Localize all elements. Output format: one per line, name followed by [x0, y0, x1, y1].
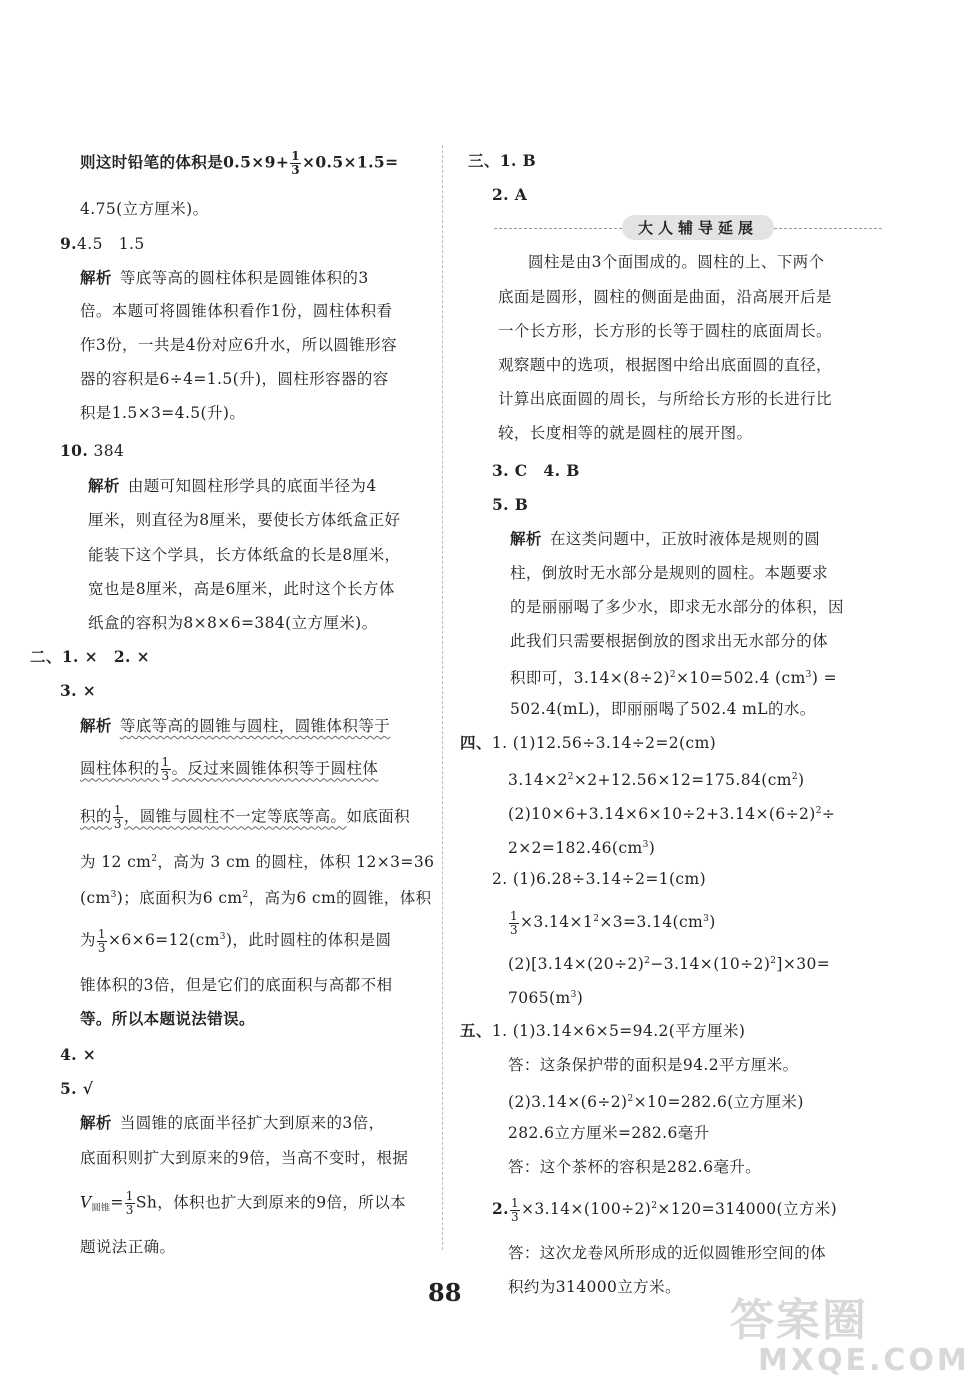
q5-explain-4: 题说法正确。 — [80, 1238, 176, 1256]
section-5-q1: 五、1. (1)3.14×6×5=94.2(平方厘米) — [460, 1021, 746, 1040]
section-4-q2: 2. (1)6.28÷3.14÷2=1(cm) — [492, 870, 707, 888]
q9-explain-2: 倍。本题可将圆锥体积看作1份，圆柱体积看 — [80, 302, 393, 320]
section-5-answer-4: 积约为314000立方米。 — [508, 1278, 681, 1296]
section-5-q2: 2. $\frac{1}{3}$ $\times 3.14\times(100\div 2)^2\times 120=314000$(立方米) — [492, 1195, 838, 1224]
fraction: $\frac{1}{3}$ — [510, 908, 519, 937]
section-2-header: 二、1. × 2. × — [30, 647, 151, 666]
page-number: 88 — [428, 1278, 462, 1307]
q8-line-2: 4.75(立方厘米)。 — [80, 200, 209, 218]
q10-explain-4: 宽也是8厘米，高是6厘米，此时这个长方体 — [88, 580, 395, 598]
q3-explain-7: 锥体积的3倍，但是它们的底面积与高都不相 — [80, 976, 393, 994]
extension-line-6: 较，长度相等的就是圆柱的展开图。 — [498, 424, 753, 442]
extension-line-1: 圆柱是由3个面围成的。圆柱的上、下两个 — [528, 253, 825, 271]
extension-line-2: 底面是圆形，圆柱的侧面是曲面，沿高展开后是 — [498, 288, 832, 306]
q8-line-1: 则这时铅笔的体积是0.5×9+ $\frac{1}{3}$ ×0.5×1.5= — [80, 149, 399, 177]
section-4-line-6: $\frac{1}{3}$ $\times 3.14\times 1^2\times 3=3.14(cm^3)$ — [510, 908, 716, 937]
fraction: $\frac{1}{3}$ — [510, 1195, 520, 1224]
banner-label: 大人辅导延展 — [622, 215, 774, 240]
q3-answer: 3. × — [60, 681, 97, 700]
q5-answer: 5. √ — [60, 1079, 94, 1098]
section-4-line-2: $3.14\times 2^2\times 2+12.56\times 12=175.84(cm^2)$ — [508, 771, 805, 790]
q3-explain-4: 为 12 $cm^2$，高为 3 cm 的圆柱，体积 12×3=36 — [80, 853, 435, 872]
q5-explain-1: 解析 在这类问题中，正放时液体是规则的圆 — [510, 530, 821, 548]
q10-answer: 10. 384 — [60, 441, 125, 460]
section-3-header: 三、1. B — [468, 151, 537, 170]
fraction: $\frac{1}{3}$ — [125, 1189, 134, 1217]
fraction: $\frac{1}{3}$ — [291, 149, 300, 177]
q10-explain-3: 能装下这个学具，长方体纸盒的长是8厘米， — [88, 546, 401, 564]
fraction: $\frac{1}{3}$ — [161, 755, 170, 783]
q9-explain-5: 积是1.5×3=4.5(升)。 — [80, 404, 246, 422]
q10-explain-5: 纸盒的容积为8×8×6=384(立方厘米)。 — [88, 614, 378, 632]
q4-answer: 4. × — [60, 1045, 97, 1064]
q3-explain-3: 积的 $\frac{1}{3}$ ，圆锥与圆柱不一定等底等高。如底面积 — [80, 803, 411, 831]
column-divider — [442, 145, 443, 1250]
q3-explain-5: $(cm^3)$；底面积为6 $cm^2$，高为6 cm的圆锥，体积 — [80, 889, 432, 908]
section-4-q1: 四、1. (1)12.56÷3.14÷2=2(cm) — [460, 733, 717, 752]
q5-answer: 5. B — [492, 495, 529, 514]
q5-explain-5: 积即可，$3.14\times(8\div 2)^2\times 10=502.4$ $(cm^3)$ = — [510, 669, 837, 688]
extension-line-5: 计算出底面圆的周长，与所给长方形的长进行比 — [498, 390, 832, 408]
section-4-line-7: $(2)[3.14\times(20\div 2)^2-3.14\times(10\div 2)^2]\times 30=$ — [508, 955, 831, 974]
section-4-line-3: $(2)10\times 6+3.14\times 6\times 10\div 2+3.14\times(6\div 2)^2\div$ — [508, 805, 836, 824]
q5-explain-4: 此我们只需要根据倒放的图求出无水部分的体 — [510, 632, 829, 650]
q9-explain-4: 器的容积是6÷4=1.5(升)，圆柱形容器的容 — [80, 370, 389, 388]
watermark-logo-text: 答案圈 — [730, 1295, 868, 1346]
q9-answer: 9.4.5 1.5 — [60, 234, 145, 253]
q2-answer: 2. A — [492, 185, 528, 204]
q3-explain-6: 为 $\frac{1}{3}$ $\times 6\times 6=12(cm^3)$，此时圆柱的体积是圆 — [80, 926, 392, 955]
q5-explain-6: 502.4(mL)，即丽丽喝了502.4 mL的水。 — [510, 700, 816, 718]
section-5-line-4: 282.6立方厘米=282.6毫升 — [508, 1124, 710, 1142]
section-4-line-4: $2\times 2=182.46(cm^3)$ — [508, 839, 656, 858]
q3-explain-2: 圆柱体积的 $\frac{1}{3}$ 。反过来圆锥体积等于圆柱体 — [80, 755, 379, 783]
fraction: $\frac{1}{3}$ — [97, 926, 106, 955]
q5-explain-3: 的是丽丽喝了多少水，即求无水部分的体积，因 — [510, 598, 844, 616]
q5-explain-2: 柱，倒放时无水部分是规则的圆柱。本题要求 — [510, 564, 829, 582]
section-5-answer-1: 答：这条保护带的面积是94.2平方厘米。 — [508, 1056, 799, 1074]
q9-explain-3: 作3份，一共是4份对应6升水，所以圆锥形容 — [80, 336, 397, 354]
q5-explain-3: $V_{圆锥}=$ $\frac{1}{3}$ Sh，体积也扩大到原来的9倍，所以本 — [80, 1189, 407, 1217]
watermark — [730, 1296, 970, 1376]
section-5-answer-3: 答：这次龙卷风所形成的近似圆锥形空间的体 — [508, 1244, 827, 1262]
section-5-line-3: $(2)3.14\times(6\div 2)^2\times 10=282.6$(立方厘米) — [508, 1093, 804, 1112]
extension-line-4: 观察题中的选项，根据图中给出底面圆的直径， — [498, 356, 832, 374]
extension-banner — [494, 213, 882, 243]
q3-explain-1: 解析 等底等高的圆锥与圆柱，圆锥体积等于 — [80, 717, 391, 735]
q3-q4-answers: 3. C 4. B — [492, 461, 580, 480]
q5-explain-1: 解析 当圆锥的底面半径扩大到原来的3倍， — [80, 1114, 385, 1132]
q10-explain-2: 厘米，则直径为8厘米，要使长方体纸盒正好 — [88, 511, 401, 529]
section-5-answer-2: 答：这个茶杯的容积是282.6毫升。 — [508, 1158, 762, 1176]
q10-explain-1: 解析 由题可知圆柱形学具的底面半径为4 — [88, 477, 377, 495]
q9-explain-1: 解析 等底等高的圆柱体积是圆锥体积的3 — [80, 269, 369, 287]
q3-explain-8: 等。所以本题说法错误。 — [80, 1009, 255, 1028]
section-4-line-8: $7065(m^3)$ — [508, 989, 584, 1008]
extension-line-3: 一个长方形，长方形的长等于圆柱的底面周长。 — [498, 322, 832, 340]
q5-explain-2: 底面积则扩大到原来的9倍，当高不变时，根据 — [80, 1149, 409, 1167]
watermark-url: MXQE.COM — [758, 1343, 970, 1378]
fraction: $\frac{1}{3}$ — [113, 803, 122, 831]
